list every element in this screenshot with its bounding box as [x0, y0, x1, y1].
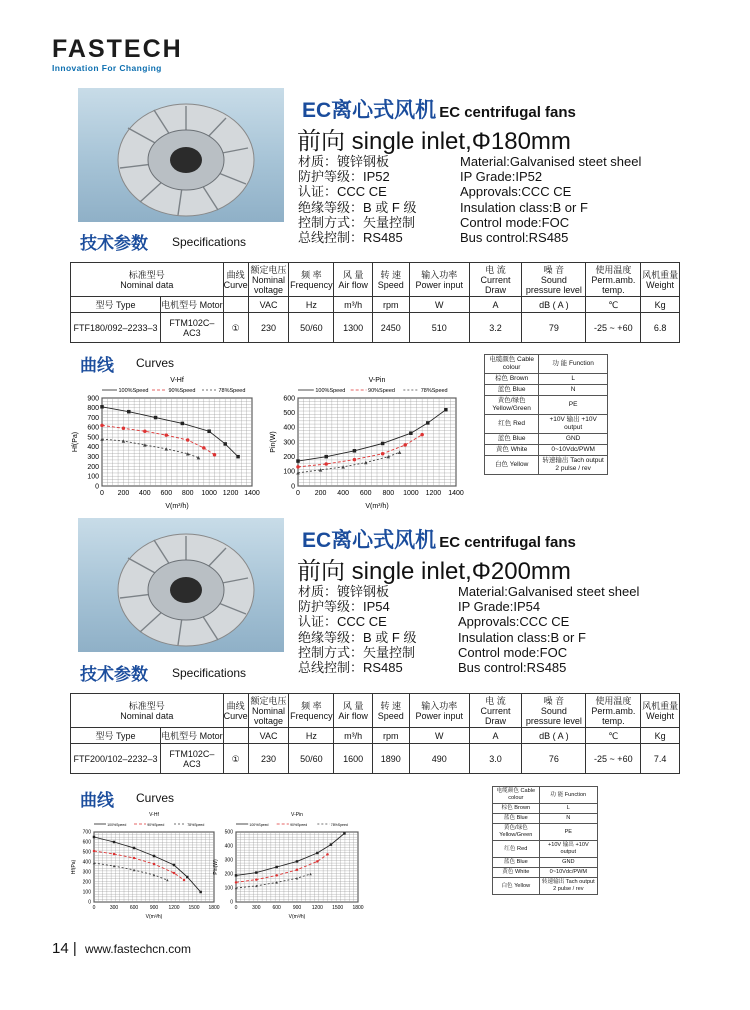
data-point [326, 853, 329, 856]
data-point [143, 429, 147, 433]
website-url: www.fastechcn.com [84, 942, 191, 956]
data-point [173, 872, 176, 875]
data-point [426, 421, 430, 425]
logo-name: FASTECH [52, 35, 183, 63]
data-point [296, 465, 300, 469]
chart-title: V-Pin [291, 812, 303, 818]
table-row: FTF200/102–2232–3 FTM102C–AC3 ① 230 50/60 1600 1890 490 3.0 76 -25 ~ +60 7.4 [71, 744, 680, 774]
x-axis-label: V(m³/h) [365, 503, 389, 510]
y-tick-label: 300 [224, 857, 233, 864]
x-tick-label: 1500 [332, 905, 344, 911]
y-tick-label: 200 [87, 463, 99, 471]
y-tick-label: 0 [88, 899, 91, 906]
x-tick-label: 900 [149, 905, 159, 911]
x-tick-label: 600 [129, 905, 139, 911]
data-point [223, 442, 227, 446]
data-point [181, 422, 185, 426]
curves-title-en-2: Curves [136, 791, 175, 805]
data-point [202, 446, 206, 450]
wiring-table-2: 电缆颜色 Cable colour 功 能 Function 棕色 Brown L 蓝色 Blue N 黄色/绿色 Yellow/Green PE 红色 Red +10V 输出 +10V output 蓝色 Blue GND 黄色 White 0~10Vdc/PWM 白色 Yellow 转速输出 Tach output 2 pulse / rev [492, 786, 598, 895]
data-point [235, 874, 238, 877]
title-en-2: EC centrifugal fans [439, 534, 576, 551]
data-point [207, 429, 211, 433]
legend-label: 100%Speed [249, 823, 269, 827]
data-point [153, 863, 156, 866]
y-tick-label: 200 [283, 454, 295, 461]
data-point [100, 424, 104, 428]
data-point [133, 857, 136, 860]
page-footer [52, 940, 191, 957]
title-cn-2: EC离心式风机 EC centrifugal fans [302, 529, 576, 552]
y-axis-label: Pin(W) [213, 859, 219, 875]
legend-label: 78%Speed [187, 823, 205, 827]
data-point [100, 405, 104, 409]
page-number: 14 [52, 940, 69, 957]
data-point [173, 864, 176, 867]
data-point [133, 847, 136, 850]
data-point [444, 408, 448, 412]
y-tick-label: 500 [283, 410, 295, 417]
data-point [154, 416, 158, 420]
spec-table-2: 标准型号 Nominal data 曲线 Curve 额定电压 Nominal voltage 频 率 Frequency 风 量 Air flow 转 速 Speed 输入功率 Power input 电 流 Current Draw 噪 音 Sound pressure level 使用温度 Perm.amb. temp. 风机重量 Weight 型号 Type 电机型号 Motor VAC Hz m³/h rpm W A dB ( A ) ℃ Kg FTF200/102–2232–3 FTM102C–AC3 ① 230 50/60 1600 1890 490 3.0 76 -25 ~ +60 7.4 [70, 693, 680, 774]
data-point [381, 442, 385, 446]
x-tick-label: 300 [252, 905, 261, 911]
data-point [316, 852, 319, 855]
x-tick-label: 0 [100, 490, 104, 497]
fan-photo-200 [78, 518, 284, 652]
legend-label: 78%Speed [218, 388, 246, 394]
x-axis-label: V(m³/h) [145, 914, 163, 920]
y-tick-label: 100 [82, 889, 91, 896]
y-tick-label: 100 [224, 885, 233, 892]
chart-v-hf-180 [70, 368, 260, 510]
legend-label: 90%Speed [290, 823, 308, 827]
data-point [213, 453, 217, 457]
data-point [93, 836, 96, 839]
chart-v-hf-200 [70, 812, 220, 920]
y-tick-label: 100 [87, 473, 99, 481]
x-tick-label: 0 [296, 490, 300, 497]
chart-v-pin-200 [212, 812, 364, 920]
data-point [255, 878, 258, 881]
legend-label: 90%Speed [147, 823, 165, 827]
x-axis-label: V(m³/h) [288, 914, 306, 920]
x-tick-label: 1200 [222, 490, 239, 497]
legend-label: 90%Speed [168, 388, 196, 394]
data-point [113, 853, 116, 856]
x-tick-label: 600 [359, 490, 372, 497]
y-tick-label: 400 [224, 843, 233, 850]
x-tick-label: 1400 [448, 490, 464, 497]
fastech-logo [52, 36, 183, 73]
y-tick-label: 500 [82, 849, 91, 856]
x-tick-label: 1200 [425, 490, 442, 497]
data-point [153, 855, 156, 858]
data-point [93, 850, 96, 853]
curves-title-cn-2: 曲线 [80, 791, 114, 810]
data-point [409, 431, 413, 435]
data-point [296, 869, 299, 872]
y-tick-label: 700 [87, 414, 99, 422]
x-tick-label: 800 [181, 490, 194, 497]
y-tick-label: 900 [87, 395, 99, 403]
x-tick-label: 1000 [403, 490, 419, 497]
section-title-cn-1: 技术参数 [80, 234, 148, 253]
logo-tagline: Innovation For Changing [52, 63, 162, 73]
x-tick-label: 1200 [168, 905, 180, 911]
y-tick-label: 300 [87, 454, 99, 461]
x-tick-label: 300 [109, 905, 119, 911]
y-tick-label: 300 [283, 439, 295, 447]
title-en-1: EC centrifugal fans [439, 104, 576, 121]
data-point [353, 458, 357, 462]
legend-label: 78%Speed [420, 388, 448, 394]
y-tick-label: 100 [283, 468, 295, 476]
data-point [343, 832, 346, 835]
x-tick-label: 1000 [201, 490, 217, 497]
data-point [236, 455, 240, 459]
x-tick-label: 200 [117, 490, 130, 497]
y-tick-label: 0 [230, 899, 233, 906]
x-tick-label: 1200 [311, 905, 323, 911]
data-point [403, 443, 407, 447]
wiring-table-1: 电缆颜色 Cable colour 功 能 Function 棕色 Brown L 蓝色 Blue N 黄色/绿色 Yellow/Green PE 红色 Red +10V 输出 +10V output 蓝色 Blue GND 黄色 White 0~10Vdc/PWM 白色 Yellow 转速输出 Tach output 2 pulse / rev [484, 354, 608, 475]
data-point [186, 438, 190, 442]
curves-title-en-1: Curves [136, 356, 175, 370]
x-tick-label: 1500 [188, 905, 200, 911]
y-tick-label: 500 [224, 829, 233, 836]
data-point [296, 459, 300, 463]
data-point [324, 462, 328, 466]
x-tick-label: 400 [139, 490, 151, 497]
data-point [324, 455, 328, 459]
legend-label: 100%Speed [315, 388, 346, 394]
legend-label: 78%Speed [330, 823, 348, 827]
data-point [113, 841, 116, 844]
section-title-cn-2: 技术参数 [80, 665, 148, 684]
x-tick-label: 800 [382, 490, 395, 497]
y-tick-label: 800 [87, 405, 99, 413]
data-point [235, 881, 238, 884]
curves-title-cn-1: 曲线 [80, 356, 114, 375]
y-tick-label: 200 [224, 871, 233, 878]
data-point [420, 433, 424, 437]
data-point [275, 874, 278, 877]
specs-cn-2: 材质：镀锌钢板 防护等级：IP54 认证：CCC CE 绝缘等级：B 或 F 级 控制方式：矢量控制 总线控制：RS485 [298, 584, 417, 676]
y-tick-label: 400 [82, 859, 91, 866]
x-tick-label: 400 [337, 490, 349, 497]
y-tick-label: 700 [82, 829, 91, 836]
x-tick-label: 1400 [244, 490, 260, 497]
subtitle-1: 前向 single inlet,Φ180mm [297, 128, 571, 155]
y-tick-label: 400 [87, 444, 99, 452]
data-point [186, 876, 189, 879]
data-point [296, 860, 299, 863]
y-tick-label: 500 [87, 434, 99, 442]
x-tick-label: 0 [92, 905, 96, 911]
y-tick-label: 0 [291, 483, 295, 491]
chart-v-pin-180 [268, 368, 468, 510]
specs-en-2: Material:Galvanised steet sheel IP Grade:IP54 Approvals:CCC CE Insulation class:B or F Control mode:FOC Bus control:RS485 [458, 584, 640, 676]
data-point [381, 452, 385, 456]
legend-label: 100%Speed [118, 388, 149, 394]
x-tick-label: 0 [234, 905, 238, 911]
fan-photo-180 [78, 88, 284, 222]
data-point [127, 410, 130, 414]
nominal-header: 标准型号 Nominal data [71, 263, 224, 297]
data-point [199, 891, 202, 894]
y-axis-label: Hf(Pa) [71, 859, 77, 875]
title-cn-1: EC离心式风机 EC centrifugal fans [302, 99, 576, 122]
legend-label: 100%Speed [107, 823, 127, 827]
data-point [165, 433, 169, 437]
y-tick-label: 600 [87, 424, 99, 432]
subtitle-2: 前向 single inlet,Φ200mm [297, 558, 571, 585]
x-tick-label: 1800 [352, 905, 364, 911]
data-point [330, 843, 333, 846]
section-title-en-1: Specifications [172, 235, 247, 249]
specs-cn-1: 材质：镀锌钢板 防护等级：IP52 认证：CCC CE 绝缘等级：B 或 F 级 控制方式：矢量控制 总线控制：RS485 [298, 154, 417, 246]
x-tick-label: 1800 [208, 905, 220, 911]
y-tick-label: 0 [95, 483, 99, 491]
x-axis-label: V(m³/h) [165, 503, 189, 510]
chart-title: V-Pin [368, 377, 386, 384]
y-axis-label: Pin(W) [270, 431, 277, 453]
spec-table-1: 标准型号 Nominal data 曲线 Curve 额定电压 Nominal voltage 频 率 Frequency 风 量 Air flow 转 速 Speed 输入功率 Power input 电 流 Current Draw 噪 音 Sound pressure level 使用温度 Perm.amb. temp. 风机重量 Weight 型号 Type 电机型号 Motor VAC Hz m³/h rpm W A dB ( A ) ℃ Kg FTF180/092–2233–3 FTM102C–AC3 ① 230 50/60 1300 2450 510 3.2 79 -25 ~ +60 6.8 [70, 262, 680, 343]
footer-separator: | [72, 940, 77, 957]
x-tick-label: 900 [292, 905, 302, 911]
chart-title: V-Hf [149, 812, 159, 818]
x-tick-label: 600 [272, 905, 281, 911]
x-tick-label: 200 [314, 490, 327, 497]
data-point [122, 427, 126, 431]
y-tick-label: 600 [82, 839, 91, 846]
y-tick-label: 200 [82, 879, 91, 886]
data-point [316, 860, 319, 863]
legend-label: 90%Speed [368, 388, 395, 394]
chart-title: V-Hf [170, 377, 184, 384]
specs-en-1: Material:Galvanised steet sheel IP Grade:IP52 Approvals:CCC CE Insulation class:B or F Control mode:FOC Bus control:RS485 [460, 154, 642, 246]
data-point [183, 879, 186, 882]
y-tick-label: 600 [283, 395, 295, 403]
data-point [353, 449, 357, 453]
x-tick-label: 600 [160, 490, 173, 497]
section-title-en-2: Specifications [172, 666, 247, 680]
y-axis-label: Hf(Pa) [72, 431, 79, 453]
y-tick-label: 300 [82, 869, 91, 876]
table-row: FTF180/092–2233–3 FTM102C–AC3 ① 230 50/60 1300 2450 510 3.2 79 -25 ~ +60 6.8 [71, 313, 680, 343]
y-tick-label: 400 [283, 424, 295, 432]
data-point [255, 871, 258, 874]
data-point [275, 866, 278, 869]
